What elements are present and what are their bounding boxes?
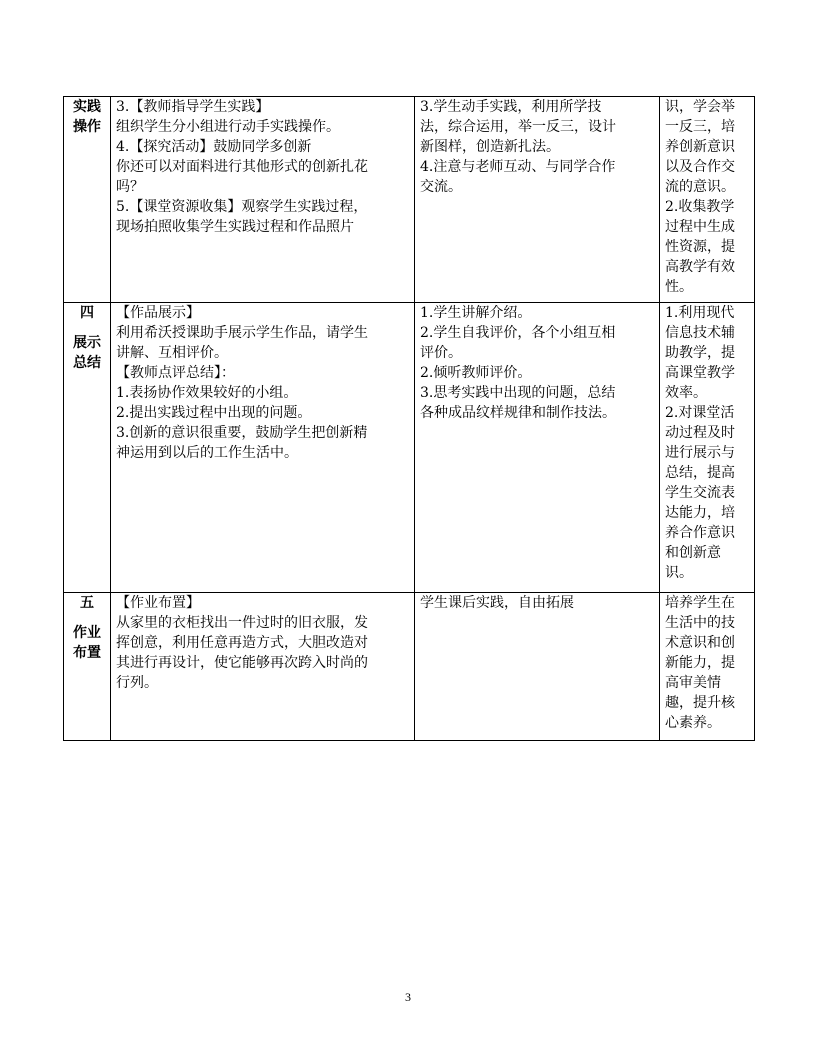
text-line: 性。: [665, 279, 693, 295]
teacher-activity-cell: [111, 97, 415, 303]
text-line: 4.注意与老师互动、与同学合作: [420, 159, 616, 175]
text-line: 【作品展示】: [116, 305, 200, 321]
text-line: 2.对课堂活: [665, 405, 735, 421]
text-line: 总结，提高: [665, 465, 735, 481]
text-line: 流的意识。: [665, 179, 735, 195]
stage-cell-homework: [64, 593, 111, 741]
text-line: 2.收集教学: [665, 199, 735, 215]
text-line: 神运用到以后的工作生活中。: [116, 445, 298, 461]
text-line: 法，综合运用，举一反三，设计: [420, 119, 616, 135]
text-line: 新图样，创造新扎法。: [420, 139, 560, 155]
stage-cell-practice: [64, 97, 111, 303]
text-line: 高课堂教学: [665, 365, 735, 381]
text-line: 过程中生成: [665, 219, 735, 235]
text-line: 吗？: [116, 179, 144, 195]
text-line: 挥创意，利用任意再造方式，大胆改造对: [116, 635, 368, 651]
stage-label: 作业: [73, 625, 101, 641]
text-line: 1.利用现代: [665, 305, 735, 321]
text-line: 学生课后实践，自由拓展: [420, 595, 574, 611]
text-line: 生活中的技: [665, 615, 735, 631]
stage-number: 四: [80, 305, 94, 321]
text-line: 3.学生动手实践，利用所学技: [420, 99, 602, 115]
text-line: 术意识和创: [665, 635, 735, 651]
stage-cell-summary: [64, 303, 111, 593]
text-line: 性资源，提: [665, 239, 735, 255]
text-line: 各种成品纹样规律和制作技法。: [420, 405, 616, 421]
text-line: 评价。: [420, 345, 462, 361]
text-line: 从家里的衣柜找出一件过时的旧衣服，发: [116, 615, 368, 631]
text-line: 1.表扬协作效果较好的小组。: [116, 385, 298, 401]
text-line: 4.【探究活动】鼓励同学多创新: [116, 139, 312, 155]
text-line: 交流。: [420, 179, 462, 195]
page-number: 3: [405, 990, 411, 1004]
lesson-plan-table: [63, 96, 755, 741]
stage-label: 展示: [73, 335, 101, 351]
text-line: 5.【课堂资源收集】观察学生实践过程，: [116, 199, 368, 215]
text-line: 信息技术辅: [665, 325, 735, 341]
text-line: 3.【教师指导学生实践】: [116, 99, 270, 115]
text-line: 一反三，培: [665, 119, 735, 135]
text-line: 讲解、互相评价。: [116, 345, 228, 361]
text-line: 利用希沃授课助手展示学生作品，请学生: [116, 325, 368, 341]
text-line: 现场拍照收集学生实践过程和作品照片: [116, 219, 354, 235]
text-line: 2.学生自我评价，各个小组互相: [420, 325, 616, 341]
text-line: 助教学，提: [665, 345, 735, 361]
student-activity-cell: [415, 97, 660, 303]
text-line: 趣，提升核: [665, 695, 735, 711]
design-intent-cell: [660, 303, 755, 593]
text-line: 高审美情: [665, 675, 721, 691]
text-line: 2.提出实践过程中出现的问题。: [116, 405, 312, 421]
text-line: 识，学会举: [665, 99, 735, 115]
student-activity-cell: [415, 593, 660, 741]
table-row-homework: [64, 593, 755, 741]
text-line: 达能力，培: [665, 505, 735, 521]
stage-label: 总结: [73, 355, 101, 371]
student-activity-cell: [415, 303, 660, 593]
table-row-summary: [64, 303, 755, 593]
text-line: 识。: [665, 565, 693, 581]
text-line: 以及合作交: [665, 159, 735, 175]
text-line: 效率。: [665, 385, 707, 401]
text-line: 1.学生讲解介绍。: [420, 305, 532, 321]
design-intent-cell: [660, 593, 755, 741]
text-line: 培养学生在: [665, 595, 735, 611]
text-line: 3.思考实践中出现的问题，总结: [420, 385, 616, 401]
table-row-practice: [64, 97, 755, 303]
text-line: 组织学生分小组进行动手实践操作。: [116, 119, 340, 135]
teacher-activity-cell: [111, 593, 415, 741]
text-line: 学生交流表: [665, 485, 735, 501]
text-line: 3.创新的意识很重要，鼓励学生把创新精: [116, 425, 368, 441]
text-line: 【作业布置】: [116, 595, 200, 611]
text-line: 进行展示与: [665, 445, 735, 461]
text-line: 动过程及时: [665, 425, 735, 441]
text-line: 高教学有效: [665, 259, 735, 275]
text-line: 【教师点评总结】：: [116, 365, 235, 381]
text-line: 你还可以对面料进行其他形式的创新扎花: [116, 159, 368, 175]
text-line: 养创新意识: [665, 139, 735, 155]
teacher-activity-cell: [111, 303, 415, 593]
text-line: 心素养。: [665, 715, 721, 731]
text-line: 行列。: [116, 675, 158, 691]
stage-label: 操作: [73, 119, 101, 135]
stage-label: 实践: [73, 99, 101, 115]
text-line: 其进行再设计，使它能够再次跨入时尚的: [116, 655, 368, 671]
text-line: 新能力，提: [665, 655, 735, 671]
stage-number: 五: [80, 595, 94, 611]
text-line: 2.倾听教师评价。: [420, 365, 532, 381]
text-line: 和创新意: [665, 545, 721, 561]
text-line: 养合作意识: [665, 525, 735, 541]
design-intent-cell: [660, 97, 755, 303]
stage-label: 布置: [73, 645, 101, 661]
